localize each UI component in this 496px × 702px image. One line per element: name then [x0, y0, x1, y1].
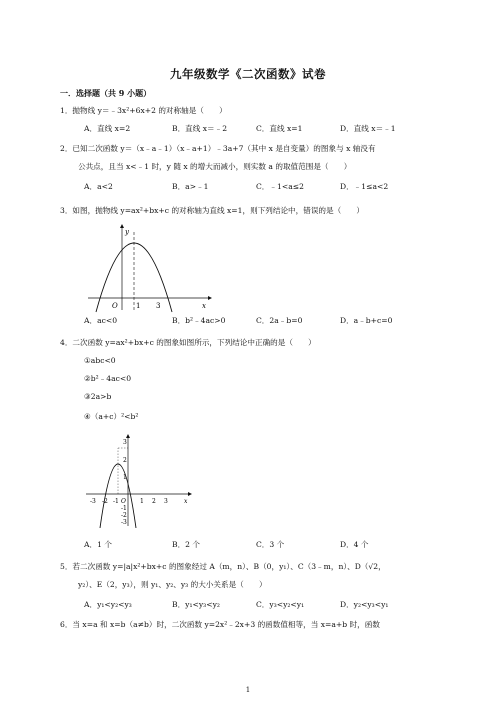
q4-y-tick-2: 2 [123, 457, 127, 464]
q4-stem: 4．二次函数 y=ax²+bx+c 的图象如图所示，下列结论中正确的是（ ） [60, 338, 316, 347]
q4-origin-label: O [121, 498, 126, 505]
q4-x-tick--3: -3 [90, 498, 96, 505]
q2-stem-line2: 公共点，且当 x<﹣1 时，y 随 x 的增大而减小，则实数 a 的取值范围是（ ） [78, 162, 352, 171]
q4-option-c: C．3 个 [256, 540, 285, 549]
q5-stem-line1: 5．若二次函数 y=|a|x²+bx+c 的图象经过 A（m，n）、B（0，y₁）、C（3﹣m，n）、D（√2， [60, 562, 386, 571]
q6-stem-line1: 6．当 x=a 和 x=b（a≠b）时，二次函数 y=2x²﹣2x+3 的函数值相等，当 x=a+b 时，函数 [60, 620, 380, 629]
q4-x-tick--1: -1 [113, 498, 119, 505]
q4-x-tick-3: 3 [164, 498, 168, 505]
q1-option-c: C．直线 x=1 [256, 124, 303, 133]
q2-option-d: D．﹣1≤a<2 [340, 182, 389, 191]
q3-y-label: y [125, 228, 129, 236]
q4-y-arrow [126, 434, 130, 438]
q3-option-d: D．a﹣b+c=0 [340, 316, 393, 325]
q4-item-2: ②b²﹣4ac<0 [84, 374, 132, 383]
q3-x-arrow [208, 296, 212, 300]
q4-parabola-graph [84, 434, 196, 528]
q4-item-1: ①abc<0 [84, 356, 116, 365]
q3-option-a: A．ac<0 [84, 316, 118, 325]
q3-tick-3: 3 [156, 302, 161, 310]
q4-x-arrow [188, 492, 192, 496]
q4-x-tick-1: 1 [140, 498, 144, 505]
q5-option-c: C．y₃<y₂<y₁ [256, 600, 305, 609]
q3-option-b: B．b²﹣4ac>0 [172, 316, 226, 325]
q4-y-tick-3: 3 [123, 439, 127, 446]
q4-option-a: A．1 个 [84, 540, 112, 549]
q2-option-c: C．﹣1<a≤2 [256, 182, 304, 191]
q2-option-b: B．a>﹣1 [172, 182, 209, 191]
q5-option-b: B．y₁<y₃<y₂ [172, 600, 220, 609]
q5-option-a: A．y₁<y₂<y₃ [84, 600, 132, 609]
page-number: 1 [245, 686, 251, 694]
q4-item-4: ④（a+c）²<b² [84, 412, 139, 421]
q3-option-c: C．2a﹣b=0 [256, 316, 303, 325]
q4-option-b: B．2 个 [172, 540, 201, 549]
q3-origin-label: O [112, 302, 118, 310]
q1-option-b: B．直线 x＝﹣2 [172, 124, 228, 133]
q5-option-d: D．y₂<y₃<y₁ [340, 600, 389, 609]
q4-x-tick-2: 2 [152, 498, 156, 505]
q1-option-d: D．直线 x＝﹣1 [340, 124, 396, 133]
page-title: 九年级数学《二次函数》试卷 [170, 67, 326, 81]
q5-stem-line2: y₂）、E（2，y₃），则 y₁、y₂、y₃ 的大小关系是（ ） [78, 580, 267, 589]
q3-stem: 3．如图，抛物线 y=ax²+bx+c 的对称轴为直线 x=1，则下列结论中，错误的是（ ） [60, 206, 364, 215]
q4-x-tick--2: -2 [102, 498, 108, 505]
q3-tick-1: 1 [136, 302, 141, 310]
q4-y-tick-1: 1 [123, 474, 127, 481]
q4-item-3: ③2a>b [84, 392, 112, 401]
section-heading: 一．选择题（共 9 小题） [60, 88, 152, 98]
q3-y-arrow [120, 224, 124, 228]
q2-stem-line1: 2．已知二次函数 y＝（x﹣a﹣1）（x﹣a+1）﹣3a+7（其中 x 是自变量）的图象与 x 轴没有 [60, 144, 376, 153]
q4-y-tick--2: -2 [121, 512, 127, 519]
q2-option-a: A．a<2 [84, 182, 113, 191]
q4-y-tick--1: -1 [121, 505, 127, 512]
q1-option-a: A．直线 x=2 [84, 124, 131, 133]
q4-y-tick--3: -3 [121, 519, 127, 526]
q4-option-d: D．4 个 [340, 540, 369, 549]
q1-stem: 1．抛物线 y＝﹣3x²+6x+2 的对称轴是（ ） [60, 106, 227, 115]
q3-parabola-graph [84, 222, 214, 314]
q3-x-label: x [202, 302, 206, 310]
q4-parabola [100, 464, 136, 528]
q4-x-label: x [184, 498, 188, 505]
